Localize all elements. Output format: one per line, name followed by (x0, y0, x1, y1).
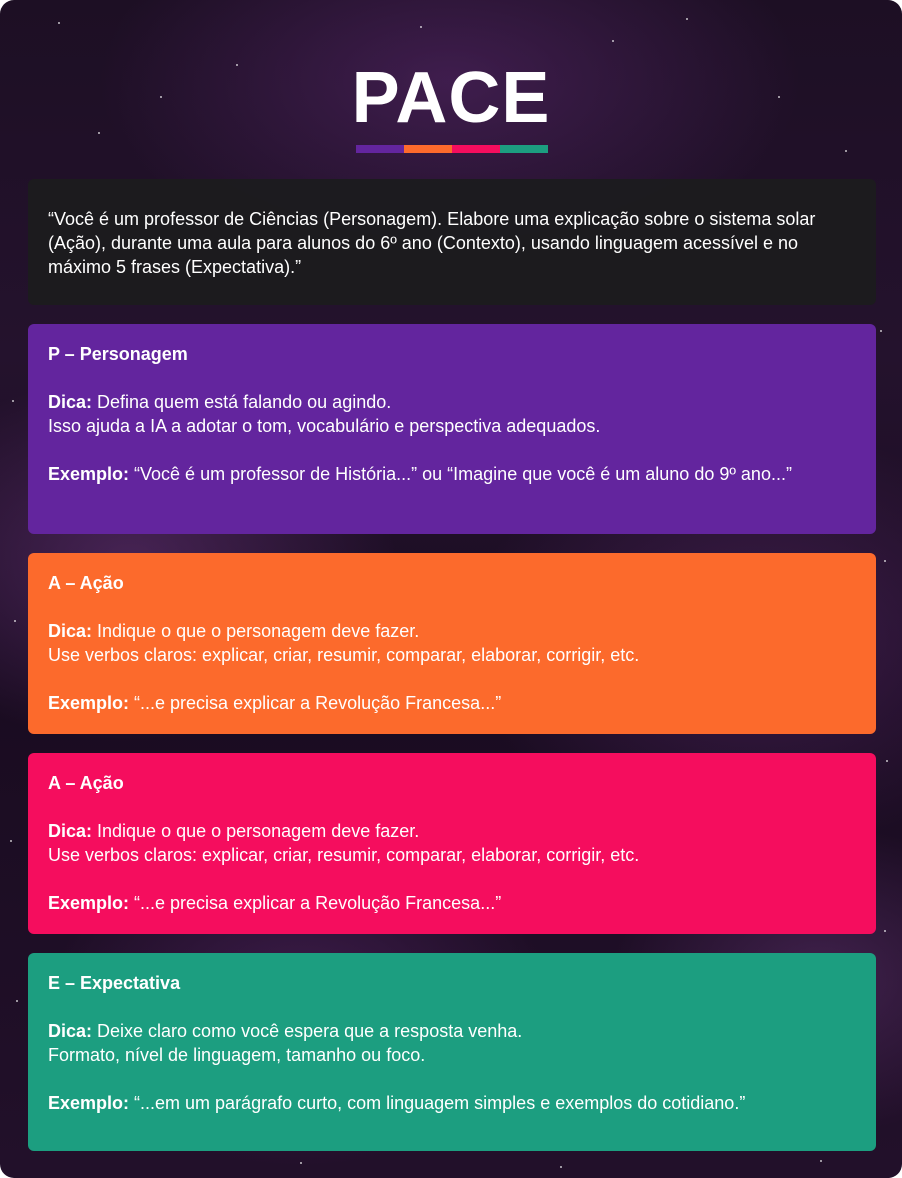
card-example (48, 891, 856, 915)
card-expectativa (28, 953, 876, 1151)
card-tip-line2: Use verbos claros: explicar, criar, resumir, comparar, elaborar, corrigir, etc. (48, 645, 640, 665)
card-personagem (28, 324, 876, 534)
tip-label: Dica: (48, 621, 93, 641)
tip-text: Indique o que o personagem deve fazer. (92, 821, 420, 841)
card-tip-line2: Isso ajuda a IA a adotar o tom, vocabulário e perspectiva adequados. (48, 416, 601, 436)
card-acao-2 (28, 753, 876, 934)
example-label: Exemplo: (48, 893, 130, 913)
card-tip (48, 1019, 856, 1043)
example-text: “Você é um professor de História...” ou “Imagine que você é um aluno do 9º ano...” (129, 464, 792, 484)
example-label: Exemplo: (48, 464, 130, 484)
card-tip-line2: Use verbos claros: explicar, criar, resumir, comparar, elaborar, corrigir, etc. (48, 845, 640, 865)
page-title: PACE (351, 58, 551, 138)
example-prompt-text: “Você é um professor de Ciências (Personagem). Elabore uma explicação sobre o sistema solar (Ação), durante uma aula para alunos do 6º ano (Contexto), usando linguagem acessível e no máximo 5 frases (Expectativa).” (48, 209, 816, 277)
title-color-bar (356, 145, 548, 153)
color-segment-pink (452, 145, 500, 153)
card-example (48, 691, 856, 715)
example-text: “...em um parágrafo curto, com linguagem simples e exemplos do cotidiano.” (129, 1093, 746, 1113)
card-tip (48, 819, 856, 843)
example-text: “...e precisa explicar a Revolução Francesa...” (129, 693, 502, 713)
color-segment-orange (404, 145, 452, 153)
card-heading: A – Ação (48, 773, 124, 793)
card-tip (48, 619, 856, 643)
tip-label: Dica: (48, 392, 93, 412)
tip-text: Indique o que o personagem deve fazer. (92, 621, 420, 641)
tip-label: Dica: (48, 821, 93, 841)
example-label: Exemplo: (48, 693, 130, 713)
card-acao (28, 553, 876, 734)
card-heading: A – Ação (48, 573, 124, 593)
card-tip-line2: Formato, nível de linguagem, tamanho ou foco. (48, 1045, 426, 1065)
tip-label: Dica: (48, 1021, 93, 1041)
card-heading: E – Expectativa (48, 973, 181, 993)
tip-text: Deixe claro como você espera que a resposta venha. (92, 1021, 523, 1041)
card-tip (48, 390, 856, 414)
color-segment-teal (500, 145, 548, 153)
card-example (48, 1091, 856, 1115)
card-example (48, 462, 856, 486)
example-prompt-card (28, 179, 876, 305)
tip-text: Defina quem está falando ou agindo. (92, 392, 392, 412)
example-text: “...e precisa explicar a Revolução Francesa...” (129, 893, 502, 913)
color-segment-purple (356, 145, 404, 153)
card-heading: P – Personagem (48, 344, 188, 364)
example-label: Exemplo: (48, 1093, 130, 1113)
